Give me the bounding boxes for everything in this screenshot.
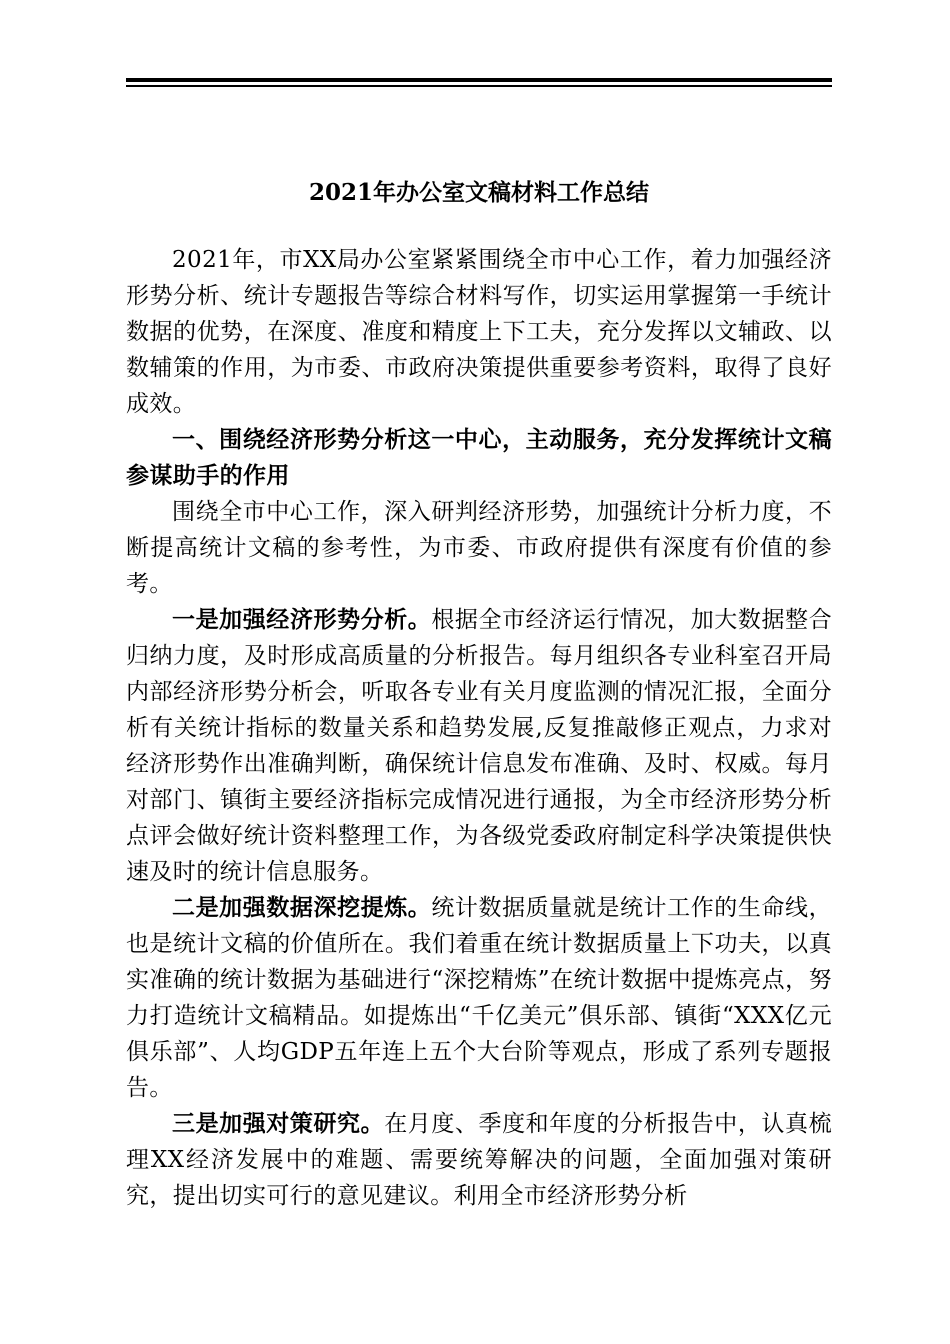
point-1-text: 根据全市经济运行情况，加大数据整合归纳力度，及时形成高质量的分析报告。每月组织各专业科室召开局内部经济形势分析会，听取各专业有关月度监测的情况汇报，全面分析有关统计指标的数量关系和趋势发展,反复推敲修正观点，力求对经济形势作出准确判断，确保统计信息发布准确、及时、权威。每月对部门、镇街主要经济指标完成情况进行通报，为全市经济形势分析点评会做好统计资料整理工作，为各级党委政府制定科学决策提供快速及时的统计信息服务。 (126, 607, 832, 885)
header-rule-thick (126, 78, 832, 82)
point-1-lead: 一是加强经济形势分析。 (172, 606, 432, 633)
document-title: 2021年办公室文稿材料工作总结 (308, 179, 649, 206)
point-3-text: 在月度、季度和年度的分析报告中，认真梳理XX经济发展中的难题、需要统筹解决的问题，全面加强对策研究，提出切实可行的意见建议。利用全市经济形势分析 (126, 1111, 832, 1209)
section-1-intro-paragraph: 围绕全市中心工作，深入研判经济形势，加强统计分析力度，不断提高统计文稿的参考性，为市委、市政府提供有深度有价值的参考。 (126, 499, 832, 597)
point-2-text: 统计数据质量就是统计工作的生命线，也是统计文稿的价值所在。我们着重在统计数据质量上下功夫，以真实准确的统计数据为基础进行“深挖精炼”在统计数据中提炼亮点，努力打造统计文稿精品。如提炼出“千亿美元”俱乐部、镇街“XXX亿元俱乐部”、人均GDP五年连上五个大台阶等观点，形成了系列专题报告。 (126, 895, 832, 1101)
point-3-lead: 三是加强对策研究。 (172, 1110, 385, 1137)
point-1-paragraph (126, 602, 832, 890)
document-body (126, 242, 832, 1214)
point-2-lead: 二是加强数据深挖提炼。 (172, 894, 432, 921)
intro-paragraph: 2021年，市XX局办公室紧紧围绕全市中心工作，着力加强经济形势分析、统计专题报告等综合材料写作，切实运用掌握第一手统计数据的优势，在深度、准度和精度上下工夫，充分发挥以文辅政、以数辅策的作用，为市委、市政府决策提供重要参考资料，取得了良好成效。 (126, 247, 832, 417)
section-1-heading: 一、围绕经济形势分析这一中心，主动服务，充分发挥统计文稿参谋助手的作用 (126, 426, 832, 489)
point-3-paragraph (126, 1106, 832, 1214)
header-double-rule (126, 78, 832, 87)
header-rule-thin (126, 85, 832, 87)
point-2-paragraph (126, 890, 832, 1106)
